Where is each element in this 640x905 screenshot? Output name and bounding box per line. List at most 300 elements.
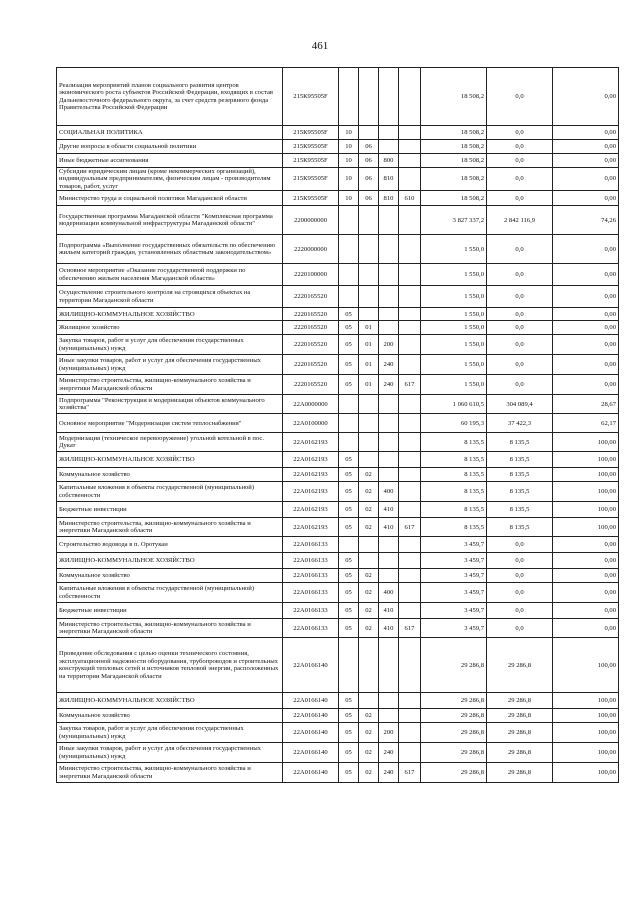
row-actual-amount: 0,0 <box>487 168 553 191</box>
table-row <box>57 286 619 308</box>
row-expense-type <box>379 433 399 452</box>
row-expense-type: 400 <box>379 482 399 502</box>
row-expense-type <box>379 126 399 140</box>
row-expense-type <box>379 693 399 709</box>
row-subsection <box>359 126 379 140</box>
row-target-code: 22А0166140 <box>283 743 339 763</box>
table-row <box>57 553 619 569</box>
row-section <box>339 395 359 414</box>
row-target-code: 22А0162193 <box>283 502 339 518</box>
row-percent: 100,00 <box>553 452 619 468</box>
row-actual-amount: 8 135,5 <box>487 482 553 502</box>
row-name: Осуществление строительного контроля на строящихся объектах на территории Магаданской области <box>57 286 283 308</box>
row-section: 05 <box>339 452 359 468</box>
row-expense-type <box>379 68 399 126</box>
row-name: Министерство строительства, жилищно-коммунального хозяйства и энергетики Магаданской области <box>57 518 283 537</box>
table-row <box>57 414 619 433</box>
row-subsection: 02 <box>359 502 379 518</box>
row-section: 05 <box>339 321 359 335</box>
row-target-code: 2220165520 <box>283 335 339 355</box>
row-planned-amount: 29 286,8 <box>421 638 487 693</box>
row-actual-amount: 0,0 <box>487 375 553 395</box>
row-section: 05 <box>339 709 359 723</box>
row-ministry-code <box>399 502 421 518</box>
row-name: Реализация мероприятий планов социального развития центров экономического роста субъектов Российской Федерации, входящих в состав Дальневосточного федерального округа, за счет средств резервного фонда Правительства Российской Федерации <box>57 68 283 126</box>
row-name: Капитальные вложения в объекты государственной (муниципальной) собственности <box>57 482 283 502</box>
row-planned-amount: 18 508,2 <box>421 154 487 168</box>
row-planned-amount: 29 286,8 <box>421 709 487 723</box>
row-target-code: 22А0166140 <box>283 638 339 693</box>
row-expense-type <box>379 709 399 723</box>
row-actual-amount: 0,0 <box>487 553 553 569</box>
row-planned-amount: 8 135,5 <box>421 502 487 518</box>
row-planned-amount: 3 459,7 <box>421 553 487 569</box>
row-subsection: 02 <box>359 518 379 537</box>
row-percent: 100,00 <box>553 638 619 693</box>
row-ministry-code <box>399 482 421 502</box>
row-percent: 100,00 <box>553 502 619 518</box>
table-row <box>57 68 619 126</box>
row-expense-type: 410 <box>379 603 399 619</box>
row-section: 05 <box>339 743 359 763</box>
row-ministry-code <box>399 743 421 763</box>
row-expense-type <box>379 206 399 235</box>
table-row <box>57 619 619 638</box>
row-target-code: 22А0166140 <box>283 763 339 783</box>
row-actual-amount: 8 135,5 <box>487 502 553 518</box>
row-planned-amount: 3 459,7 <box>421 537 487 553</box>
row-planned-amount: 3 459,7 <box>421 603 487 619</box>
row-percent: 100,00 <box>553 482 619 502</box>
row-percent: 0,00 <box>553 264 619 286</box>
table-row <box>57 537 619 553</box>
row-section <box>339 414 359 433</box>
row-section: 05 <box>339 693 359 709</box>
row-percent: 0,00 <box>553 286 619 308</box>
row-target-code: 2220165520 <box>283 355 339 375</box>
table-row <box>57 569 619 583</box>
row-target-code: 22А0166140 <box>283 723 339 743</box>
table-row <box>57 502 619 518</box>
row-percent: 100,00 <box>553 518 619 537</box>
row-planned-amount: 18 508,2 <box>421 126 487 140</box>
row-name: Министерство строительства, жилищно-коммунального хозяйства и энергетики Магаданской области <box>57 619 283 638</box>
row-name: Жилищное хозяйство <box>57 321 283 335</box>
row-ministry-code <box>399 321 421 335</box>
row-percent: 0,00 <box>553 191 619 206</box>
row-planned-amount: 1 550,0 <box>421 286 487 308</box>
row-subsection <box>359 264 379 286</box>
row-percent: 100,00 <box>553 433 619 452</box>
row-percent: 74,26 <box>553 206 619 235</box>
row-section: 05 <box>339 723 359 743</box>
row-section: 05 <box>339 335 359 355</box>
row-subsection: 02 <box>359 743 379 763</box>
row-percent: 0,00 <box>553 321 619 335</box>
row-ministry-code: 610 <box>399 191 421 206</box>
row-actual-amount: 8 135,5 <box>487 518 553 537</box>
row-expense-type <box>379 235 399 264</box>
row-target-code: 22А0166133 <box>283 537 339 553</box>
row-percent: 100,00 <box>553 763 619 783</box>
row-subsection: 06 <box>359 168 379 191</box>
table-row <box>57 518 619 537</box>
row-subsection: 02 <box>359 603 379 619</box>
row-ministry-code: 617 <box>399 518 421 537</box>
row-expense-type <box>379 140 399 154</box>
row-subsection <box>359 395 379 414</box>
row-planned-amount: 1 550,0 <box>421 308 487 321</box>
row-section: 10 <box>339 140 359 154</box>
row-subsection: 02 <box>359 468 379 482</box>
row-planned-amount: 18 508,2 <box>421 68 487 126</box>
table-row <box>57 693 619 709</box>
row-subsection <box>359 433 379 452</box>
row-subsection <box>359 414 379 433</box>
row-subsection: 02 <box>359 723 379 743</box>
row-subsection <box>359 308 379 321</box>
row-actual-amount: 0,0 <box>487 583 553 603</box>
table-row <box>57 321 619 335</box>
row-expense-type: 800 <box>379 154 399 168</box>
row-name: Капитальные вложения в объекты государственной (муниципальной) собственности <box>57 583 283 603</box>
row-target-code: 215К95505F <box>283 191 339 206</box>
row-ministry-code <box>399 154 421 168</box>
row-actual-amount: 29 286,8 <box>487 709 553 723</box>
row-section <box>339 264 359 286</box>
table-row <box>57 308 619 321</box>
row-target-code: 2220165520 <box>283 321 339 335</box>
row-planned-amount: 8 135,5 <box>421 452 487 468</box>
row-target-code: 22А0162193 <box>283 518 339 537</box>
row-actual-amount: 37 422,3 <box>487 414 553 433</box>
row-subsection: 06 <box>359 154 379 168</box>
row-expense-type <box>379 395 399 414</box>
row-planned-amount: 3 459,7 <box>421 583 487 603</box>
row-subsection: 06 <box>359 191 379 206</box>
row-ministry-code <box>399 452 421 468</box>
row-name: Другие вопросы в области социальной политики <box>57 140 283 154</box>
row-actual-amount: 0,0 <box>487 191 553 206</box>
row-actual-amount: 29 286,8 <box>487 638 553 693</box>
row-ministry-code <box>399 335 421 355</box>
table-row <box>57 468 619 482</box>
row-name: Основное мероприятие "Модернизация систем теплоснабжения" <box>57 414 283 433</box>
table-row <box>57 168 619 191</box>
row-subsection: 02 <box>359 763 379 783</box>
row-planned-amount: 60 195,3 <box>421 414 487 433</box>
row-section <box>339 206 359 235</box>
row-ministry-code <box>399 603 421 619</box>
row-planned-amount: 8 135,5 <box>421 482 487 502</box>
row-subsection: 01 <box>359 375 379 395</box>
row-actual-amount: 0,0 <box>487 140 553 154</box>
row-expense-type: 400 <box>379 583 399 603</box>
row-name: ЖИЛИЩНО-КОММУНАЛЬНОЕ ХОЗЯЙСТВО <box>57 553 283 569</box>
row-expense-type <box>379 553 399 569</box>
table-row <box>57 375 619 395</box>
row-subsection <box>359 286 379 308</box>
row-ministry-code <box>399 168 421 191</box>
row-section: 10 <box>339 154 359 168</box>
row-percent: 0,00 <box>553 335 619 355</box>
table-row <box>57 603 619 619</box>
row-actual-amount: 8 135,5 <box>487 468 553 482</box>
row-ministry-code <box>399 693 421 709</box>
row-section <box>339 68 359 126</box>
row-section <box>339 286 359 308</box>
row-expense-type <box>379 414 399 433</box>
row-planned-amount: 1 550,0 <box>421 321 487 335</box>
row-target-code: 2220100000 <box>283 264 339 286</box>
row-ministry-code <box>399 308 421 321</box>
row-percent: 0,00 <box>553 126 619 140</box>
row-planned-amount: 8 135,5 <box>421 433 487 452</box>
row-actual-amount: 0,0 <box>487 569 553 583</box>
row-subsection: 01 <box>359 335 379 355</box>
row-target-code: 2220165520 <box>283 286 339 308</box>
row-name: Основное мероприятие «Оказание государственной поддержки по обеспечению жильем населения Магаданской области» <box>57 264 283 286</box>
row-name: ЖИЛИЩНО-КОММУНАЛЬНОЕ ХОЗЯЙСТВО <box>57 308 283 321</box>
row-target-code: 22А0000000 <box>283 395 339 414</box>
row-expense-type <box>379 569 399 583</box>
row-section: 05 <box>339 518 359 537</box>
table-row <box>57 264 619 286</box>
row-target-code: 22А0166133 <box>283 583 339 603</box>
row-section <box>339 235 359 264</box>
row-target-code: 22А0162193 <box>283 433 339 452</box>
row-percent: 0,00 <box>553 308 619 321</box>
row-planned-amount: 3 459,7 <box>421 619 487 638</box>
row-name: Коммунальное хозяйство <box>57 569 283 583</box>
row-section: 10 <box>339 168 359 191</box>
row-actual-amount: 29 286,8 <box>487 723 553 743</box>
row-name: Подпрограмма "Реконструкция и модернизация объектов коммунального хозяйства" <box>57 395 283 414</box>
row-name: Иные закупки товаров, работ и услуг для обеспечения государственных (муниципальных) нужд <box>57 355 283 375</box>
row-ministry-code <box>399 395 421 414</box>
table-row <box>57 395 619 414</box>
row-actual-amount: 0,0 <box>487 537 553 553</box>
row-actual-amount: 8 135,5 <box>487 452 553 468</box>
row-ministry-code <box>399 468 421 482</box>
row-actual-amount: 0,0 <box>487 321 553 335</box>
table-row <box>57 709 619 723</box>
row-percent: 0,00 <box>553 375 619 395</box>
row-section: 10 <box>339 126 359 140</box>
table-row <box>57 723 619 743</box>
row-planned-amount: 29 286,8 <box>421 763 487 783</box>
row-subsection: 01 <box>359 321 379 335</box>
row-section: 05 <box>339 468 359 482</box>
row-target-code: 22А0162193 <box>283 468 339 482</box>
row-name: Коммунальное хозяйство <box>57 709 283 723</box>
row-subsection: 02 <box>359 709 379 723</box>
row-subsection: 02 <box>359 482 379 502</box>
row-target-code: 22А0166140 <box>283 693 339 709</box>
row-expense-type <box>379 321 399 335</box>
row-name: СОЦИАЛЬНАЯ ПОЛИТИКА <box>57 126 283 140</box>
row-ministry-code <box>399 583 421 603</box>
row-ministry-code <box>399 235 421 264</box>
row-actual-amount: 0,0 <box>487 355 553 375</box>
row-expense-type: 410 <box>379 619 399 638</box>
row-actual-amount: 0,0 <box>487 308 553 321</box>
row-planned-amount: 1 550,0 <box>421 264 487 286</box>
row-ministry-code <box>399 723 421 743</box>
row-ministry-code: 617 <box>399 763 421 783</box>
row-actual-amount: 0,0 <box>487 619 553 638</box>
row-section: 05 <box>339 583 359 603</box>
row-actual-amount: 2 842 116,9 <box>487 206 553 235</box>
row-name: Подпрограмма «Выполнение государственных обязательств по обеспечению жильем категорий граждан, установленных областным законодательством» <box>57 235 283 264</box>
row-name: Иные закупки товаров, работ и услуг для обеспечения государственных (муниципальных) нужд <box>57 743 283 763</box>
table-row <box>57 140 619 154</box>
row-planned-amount: 1 550,0 <box>421 355 487 375</box>
row-actual-amount: 0,0 <box>487 126 553 140</box>
row-expense-type <box>379 286 399 308</box>
row-section: 05 <box>339 763 359 783</box>
row-section: 10 <box>339 191 359 206</box>
row-name: Субсидии юридическим лицам (кроме некоммерческих организаций), индивидуальным предпринимателям, физическим лицам - производителям товаров, работ, услуг <box>57 168 283 191</box>
row-expense-type: 410 <box>379 502 399 518</box>
row-section: 05 <box>339 375 359 395</box>
row-ministry-code: 617 <box>399 375 421 395</box>
row-subsection <box>359 537 379 553</box>
row-name: Коммунальное хозяйство <box>57 468 283 482</box>
row-target-code: 22А0100000 <box>283 414 339 433</box>
row-planned-amount: 8 135,5 <box>421 468 487 482</box>
row-expense-type <box>379 264 399 286</box>
row-ministry-code <box>399 414 421 433</box>
row-target-code: 2220000000 <box>283 235 339 264</box>
table-row <box>57 235 619 264</box>
row-section <box>339 537 359 553</box>
row-section: 05 <box>339 569 359 583</box>
row-percent: 0,00 <box>553 68 619 126</box>
row-target-code: 22А0162193 <box>283 452 339 468</box>
row-ministry-code <box>399 264 421 286</box>
row-subsection <box>359 693 379 709</box>
row-target-code: 2200000000 <box>283 206 339 235</box>
row-target-code: 215К95505F <box>283 154 339 168</box>
row-ministry-code <box>399 126 421 140</box>
row-percent: 100,00 <box>553 743 619 763</box>
row-name: ЖИЛИЩНО-КОММУНАЛЬНОЕ ХОЗЯЙСТВО <box>57 693 283 709</box>
row-actual-amount: 29 286,8 <box>487 743 553 763</box>
table-row <box>57 191 619 206</box>
row-target-code: 22А0166133 <box>283 603 339 619</box>
row-name: Иные бюджетные ассигнования <box>57 154 283 168</box>
budget-table <box>56 67 619 783</box>
row-percent: 0,00 <box>553 603 619 619</box>
page-number: 461 <box>311 40 329 52</box>
row-target-code: 22А0166133 <box>283 553 339 569</box>
row-section: 05 <box>339 308 359 321</box>
row-planned-amount: 18 508,2 <box>421 191 487 206</box>
budget-table-body <box>57 68 619 783</box>
row-expense-type: 240 <box>379 375 399 395</box>
row-percent: 0,00 <box>553 154 619 168</box>
row-section: 05 <box>339 355 359 375</box>
row-expense-type <box>379 308 399 321</box>
row-actual-amount: 0,0 <box>487 154 553 168</box>
row-target-code: 2220165520 <box>283 375 339 395</box>
row-target-code: 215К95505F <box>283 168 339 191</box>
row-expense-type: 810 <box>379 191 399 206</box>
row-ministry-code <box>399 569 421 583</box>
row-percent: 0,00 <box>553 619 619 638</box>
row-percent: 0,00 <box>553 569 619 583</box>
table-row <box>57 638 619 693</box>
row-planned-amount: 29 286,8 <box>421 723 487 743</box>
row-section <box>339 638 359 693</box>
row-expense-type: 200 <box>379 723 399 743</box>
row-name: Строительство водовода в п. Оротукан <box>57 537 283 553</box>
table-row <box>57 355 619 375</box>
row-target-code: 215К95505F <box>283 140 339 154</box>
row-ministry-code <box>399 537 421 553</box>
row-expense-type: 240 <box>379 743 399 763</box>
row-ministry-code <box>399 68 421 126</box>
row-percent: 100,00 <box>553 709 619 723</box>
row-section: 05 <box>339 603 359 619</box>
row-percent: 100,00 <box>553 468 619 482</box>
row-name: Государственная программа Магаданской области "Комплексная программа модернизации коммунальной инфраструктуры Магаданской области" <box>57 206 283 235</box>
table-row <box>57 433 619 452</box>
table-row <box>57 154 619 168</box>
row-name: Министерство строительства, жилищно-коммунального хозяйства и энергетики Магаданской области <box>57 375 283 395</box>
row-actual-amount: 304 089,4 <box>487 395 553 414</box>
row-planned-amount: 18 508,2 <box>421 140 487 154</box>
row-percent: 0,00 <box>553 235 619 264</box>
row-expense-type: 240 <box>379 763 399 783</box>
row-ministry-code <box>399 638 421 693</box>
row-name: Министерство строительства, жилищно-коммунального хозяйства и энергетики Магаданской области <box>57 763 283 783</box>
row-name: Закупка товаров, работ и услуг для обеспечения государственных (муниципальных) нужд <box>57 723 283 743</box>
row-subsection <box>359 68 379 126</box>
row-ministry-code <box>399 286 421 308</box>
row-planned-amount: 8 135,5 <box>421 518 487 537</box>
row-target-code: 215К95505F <box>283 68 339 126</box>
row-ministry-code <box>399 355 421 375</box>
row-percent: 62,17 <box>553 414 619 433</box>
table-row <box>57 763 619 783</box>
row-name: Министерство труда и социальной политики Магаданской области <box>57 191 283 206</box>
row-expense-type <box>379 452 399 468</box>
row-actual-amount: 0,0 <box>487 68 553 126</box>
row-percent: 0,00 <box>553 583 619 603</box>
row-planned-amount: 1 550,0 <box>421 235 487 264</box>
row-subsection <box>359 206 379 235</box>
row-percent: 0,00 <box>553 553 619 569</box>
table-row <box>57 335 619 355</box>
row-ministry-code <box>399 709 421 723</box>
row-planned-amount: 1 550,0 <box>421 335 487 355</box>
row-subsection: 02 <box>359 583 379 603</box>
row-actual-amount: 0,0 <box>487 264 553 286</box>
table-row <box>57 743 619 763</box>
table-row <box>57 583 619 603</box>
row-target-code: 22А0166133 <box>283 619 339 638</box>
row-planned-amount: 29 286,8 <box>421 743 487 763</box>
row-percent: 0,00 <box>553 140 619 154</box>
row-percent: 100,00 <box>553 723 619 743</box>
row-name: ЖИЛИЩНО-КОММУНАЛЬНОЕ ХОЗЯЙСТВО <box>57 452 283 468</box>
row-subsection <box>359 638 379 693</box>
row-actual-amount: 0,0 <box>487 235 553 264</box>
row-planned-amount: 29 286,8 <box>421 693 487 709</box>
row-percent: 0,00 <box>553 355 619 375</box>
